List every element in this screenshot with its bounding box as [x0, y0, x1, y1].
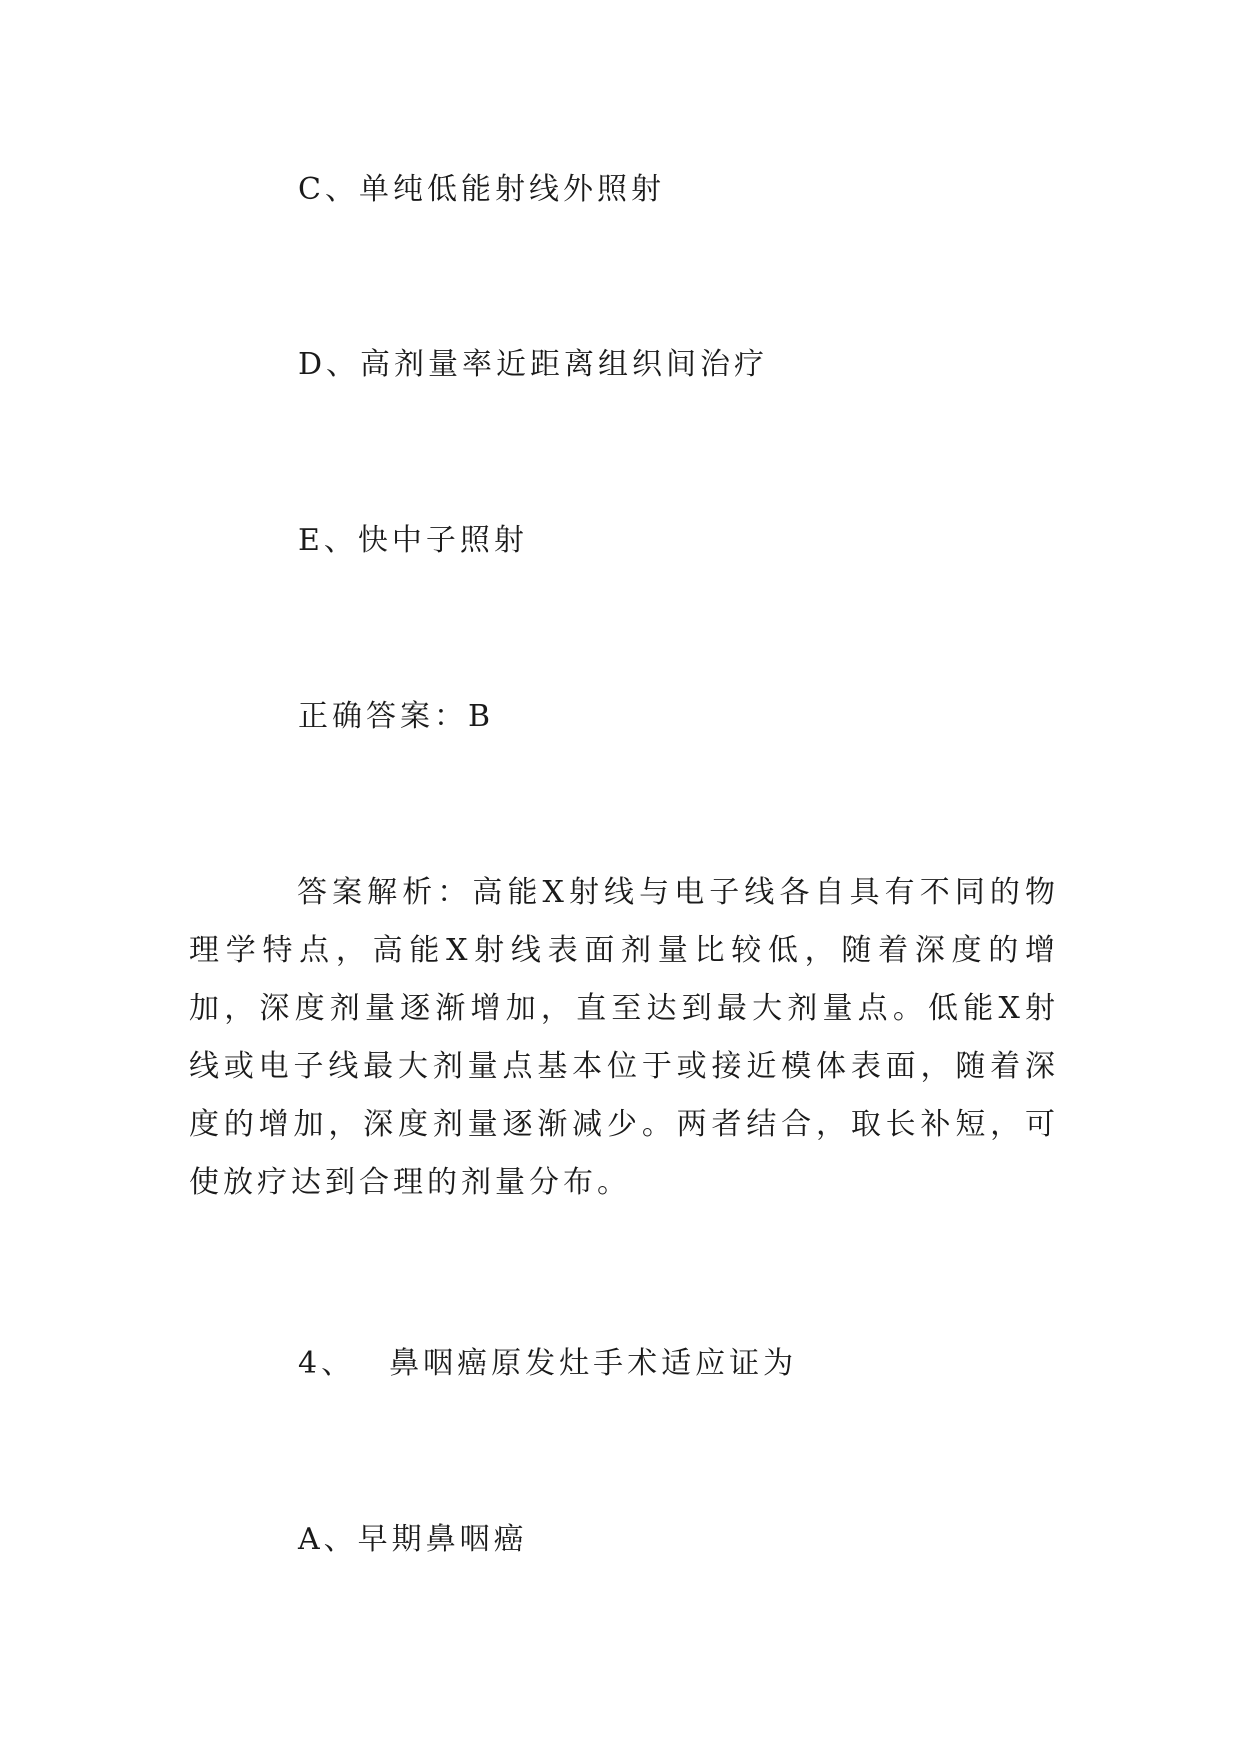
question-number: 4、: [298, 1346, 356, 1381]
option-a: A、早期鼻咽癌: [298, 1522, 528, 1557]
option-e: E、快中子照射: [298, 523, 528, 558]
correct-answer: 正确答案：B: [298, 699, 495, 734]
question-text: 鼻咽癌原发灶手术适应证为: [389, 1346, 798, 1381]
option-d: D、高剂量率近距离组织间治疗: [298, 347, 769, 382]
answer-analysis: 答案解析：高能X射线与电子线各自具有不同的物理学特点，高能X射线表面剂量比较低，随着深度的增加，深度剂量逐渐增加，直至达到最大剂量点。低能X射线或电子线最大剂量点基本位于或接近模体表面，随着深度的增加，深度剂量逐渐减少。两者结合，取长补短，可使放疗达到合理的剂量分布。: [189, 875, 1059, 1200]
option-c: C、单纯低能射线外照射: [298, 172, 665, 207]
question-4: [298, 1338, 797, 1382]
